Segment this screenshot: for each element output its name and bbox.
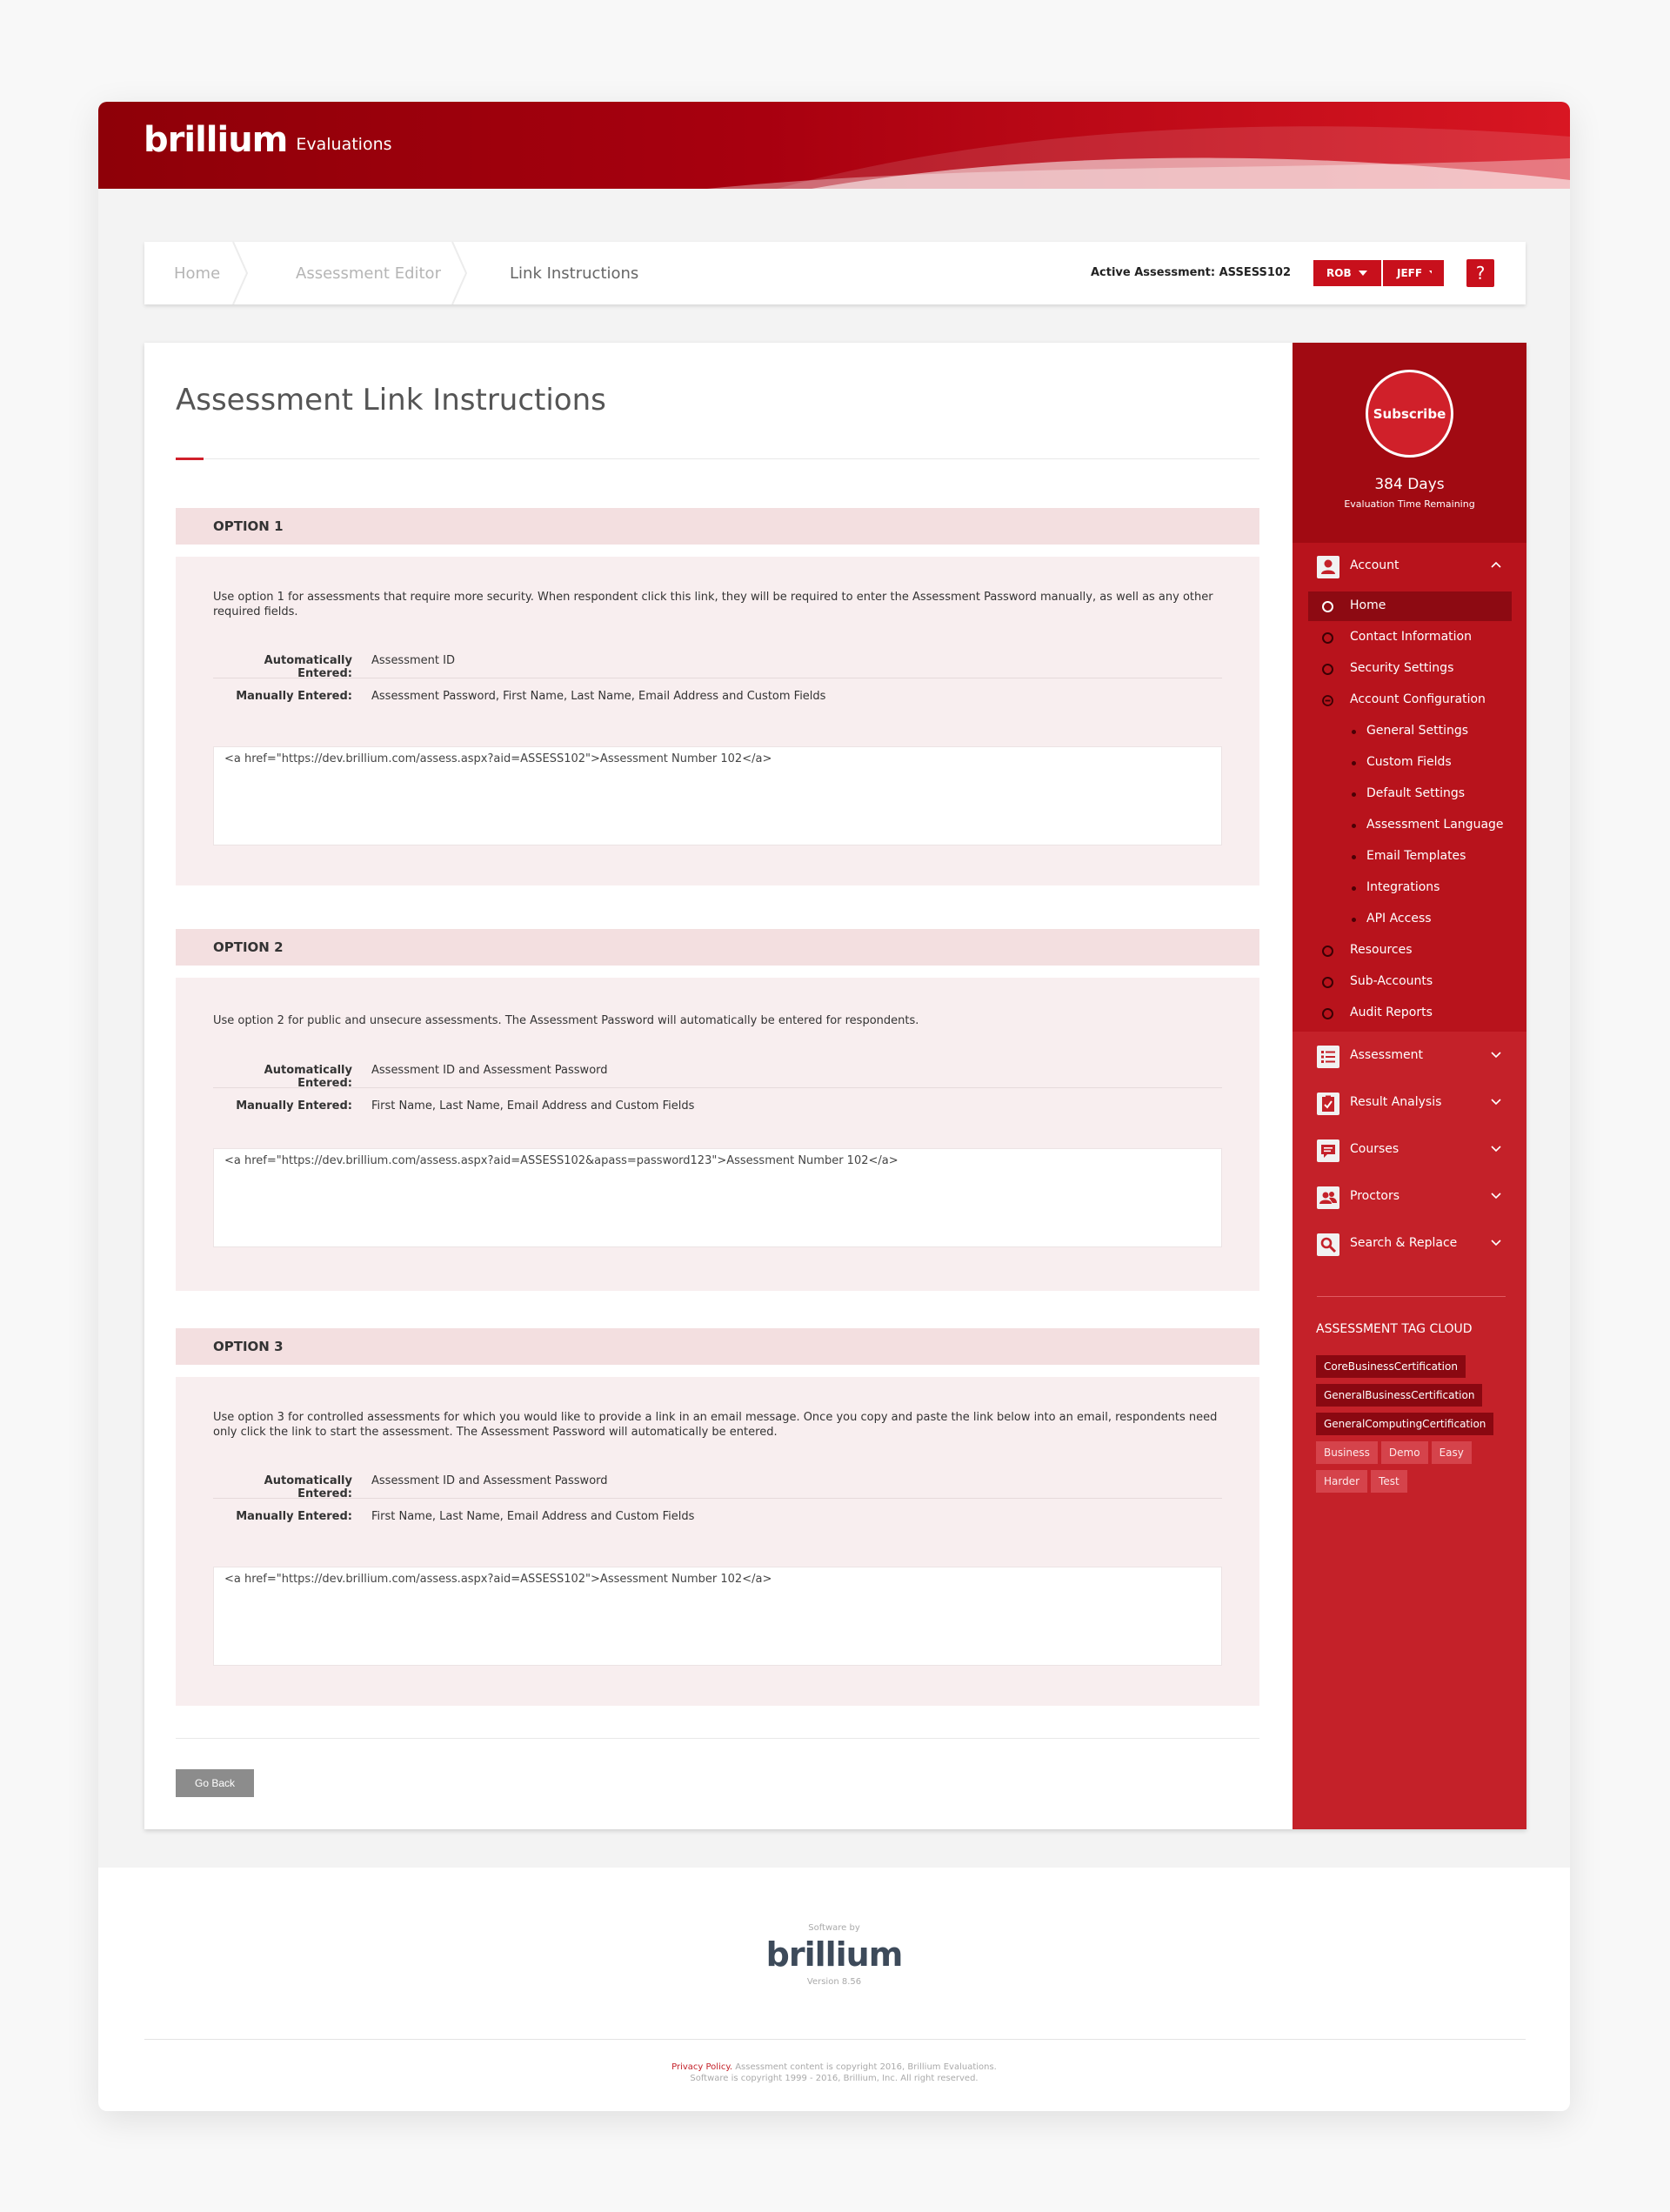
bullet-icon (1352, 824, 1356, 828)
content-area (144, 343, 1293, 1829)
bullet-icon (1352, 792, 1356, 797)
section-label: Proctors (1350, 1189, 1400, 1203)
auto-entered-label: Automatically Entered: (264, 654, 352, 680)
user-name: ROB (1326, 267, 1352, 279)
chevron-down-icon (1490, 1048, 1502, 1060)
tag-cloud-title: ASSESSMENT TAG CLOUD (1316, 1322, 1473, 1336)
collapse-circle-icon (1322, 695, 1333, 706)
nav-label: API Access (1366, 912, 1432, 926)
option-description: Use option 2 for public and unsecure assessments. The Assessment Password will automatically be entered for respondents. (213, 1014, 919, 1027)
sidebar-item-general-settings[interactable] (1308, 717, 1512, 746)
caret-down-icon (1359, 270, 1367, 277)
bullet-icon (1352, 761, 1356, 765)
auto-entered-value: Assessment ID (371, 654, 455, 667)
users-icon (1317, 1186, 1339, 1209)
tag-business[interactable]: Business (1316, 1441, 1378, 1464)
version-label: Version 8.56 (806, 1977, 862, 1987)
list-icon (1317, 1046, 1339, 1068)
app-frame (98, 102, 1570, 2111)
sidebar-item-email-templates[interactable] (1308, 842, 1512, 872)
sidebar-item-sub-accounts[interactable] (1308, 967, 1512, 997)
option-2-heading: OPTION 2 (176, 929, 1259, 966)
nav-label: Home (1350, 598, 1386, 612)
clipboard-check-icon (1317, 1093, 1339, 1115)
chevron-down-icon (1490, 1095, 1502, 1107)
user-dropdown-rob[interactable] (1313, 260, 1381, 286)
option-description: Use option 3 for controlled assessments for which you would like to provide a link in an email message. Once you copy and paste the link below into an email, respondents need only click the link to start the assessment. The Assessment Password will automatically be entered. (213, 1411, 1218, 1439)
divider (176, 1738, 1259, 1739)
radio-icon (1322, 632, 1333, 644)
section-label: Assessment (1350, 1048, 1423, 1062)
auto-entered-row (213, 644, 1222, 678)
subscription-panel (1293, 343, 1526, 543)
user-name: JEFF (1397, 267, 1423, 279)
sidebar-item-custom-fields[interactable] (1308, 748, 1512, 778)
chevron-down-icon (1490, 1189, 1502, 1201)
courses-section-toggle[interactable] (1293, 1126, 1526, 1173)
nav-label: Integrations (1366, 880, 1440, 894)
nav-label: Account Configuration (1350, 692, 1486, 706)
copyright-line-2: Software is copyright 1999 - 2016, Brillium, Inc. All right reserved. (690, 2074, 979, 2083)
radio-icon (1322, 977, 1333, 988)
section-label: Courses (1350, 1142, 1399, 1156)
radio-icon (1322, 601, 1333, 612)
assessment-section-toggle[interactable] (1293, 1032, 1526, 1079)
nav-label: Contact Information (1350, 630, 1472, 644)
option-1-panel (176, 557, 1259, 885)
manual-entered-label: Manually Entered: (236, 690, 352, 703)
tag-harder[interactable]: Harder (1316, 1470, 1367, 1493)
auto-entered-value: Assessment ID and Assessment Password (371, 1064, 608, 1077)
manual-entered-label: Manually Entered: (236, 1510, 352, 1523)
radio-icon (1322, 664, 1333, 675)
nav-label: Sub-Accounts (1350, 974, 1433, 988)
sidebar-item-security-settings[interactable] (1308, 654, 1512, 684)
nav-label: Audit Reports (1350, 1006, 1433, 1019)
top-header (98, 102, 1570, 189)
divider (176, 458, 1259, 459)
proctors-section-toggle[interactable] (1293, 1173, 1526, 1220)
sidebar-item-api-access[interactable] (1308, 905, 1512, 934)
link-code-textarea[interactable]: <a href="https://dev.brillium.com/assess.aspx?aid=ASSESS102">Assessment Number 102</a> (213, 746, 1222, 845)
manual-entered-value: First Name, Last Name, Email Address and Custom Fields (371, 1510, 695, 1523)
tag-demo[interactable]: Demo (1381, 1441, 1428, 1464)
help-button[interactable]: ? (1466, 259, 1494, 287)
account-section-toggle[interactable] (1293, 543, 1526, 590)
right-sidebar (1293, 343, 1526, 1829)
chevron-down-icon (1490, 1142, 1502, 1154)
subscribe-button[interactable]: Subscribe (1366, 370, 1453, 458)
footer (98, 1868, 1570, 2111)
nav-label: Custom Fields (1366, 755, 1452, 769)
bullet-icon (1352, 855, 1356, 859)
manual-entered-value: Assessment Password, First Name, Last Name, Email Address and Custom Fields (371, 690, 826, 703)
bullet-icon (1352, 918, 1356, 922)
section-label: Search & Replace (1350, 1236, 1458, 1250)
option-3-panel (176, 1377, 1259, 1706)
sidebar-item-home[interactable] (1308, 591, 1512, 621)
option-3-heading: OPTION 3 (176, 1328, 1259, 1365)
footer-brillium-logo[interactable]: brillium (765, 1935, 903, 1974)
brand[interactable] (144, 120, 392, 160)
days-remaining-caption: Evaluation Time Remaining (1344, 498, 1475, 510)
brillium-logo: brillium (144, 120, 288, 160)
option-1-heading: OPTION 1 (176, 508, 1259, 545)
auto-entered-value: Assessment ID and Assessment Password (371, 1474, 608, 1487)
days-remaining: 384 Days (1374, 476, 1445, 493)
result-analysis-section-toggle[interactable] (1293, 1079, 1526, 1126)
chat-icon (1317, 1139, 1339, 1162)
radio-icon (1322, 946, 1333, 957)
tag-core-business-certification[interactable]: CoreBusinessCertification (1316, 1355, 1466, 1378)
breadcrumb-label: Link Instructions (510, 264, 639, 283)
sidebar-item-audit-reports[interactable] (1308, 999, 1512, 1028)
page-title: Assessment Link Instructions (176, 383, 606, 418)
section-label: Account (1350, 558, 1399, 572)
radio-icon (1322, 1008, 1333, 1019)
nav-label: Resources (1350, 943, 1413, 957)
tag-easy[interactable]: Easy (1432, 1441, 1472, 1464)
sidebar-item-default-settings[interactable] (1308, 779, 1512, 809)
active-assessment-label: Active Assessment: ASSESS102 (1090, 266, 1291, 279)
tag-cloud (1316, 1355, 1516, 1499)
link-code-textarea[interactable]: <a href="https://dev.brillium.com/assess.aspx?aid=ASSESS102">Assessment Number 102</a> (213, 1567, 1222, 1666)
divider (1317, 1296, 1506, 1297)
tag-test[interactable]: Test (1371, 1470, 1407, 1493)
chevron-down-icon (1490, 1236, 1502, 1248)
manual-entered-label: Manually Entered: (236, 1099, 352, 1113)
option-description: Use option 1 for assessments that require more security. When respondent click this link, they will be required to enter the Assessment Password manually, as well as any other required fields. (213, 591, 1213, 618)
breadcrumb-bar (144, 242, 1526, 304)
chevron-up-icon (1490, 558, 1502, 571)
sidebar-item-contact-information[interactable] (1308, 623, 1512, 652)
link-code-textarea[interactable]: <a href="https://dev.brillium.com/assess.aspx?aid=ASSESS102&apass=password123">Assessment Number 102</a> (213, 1148, 1222, 1247)
sidebar-item-resources[interactable] (1308, 936, 1512, 966)
breadcrumb-label: Assessment Editor (296, 264, 441, 283)
chevron-right-icon (451, 242, 468, 304)
option-2-panel (176, 978, 1259, 1291)
manual-entered-row (213, 1089, 1222, 1124)
sidebar-item-assessment-language[interactable] (1308, 811, 1512, 840)
tag-general-business-certification[interactable]: GeneralBusinessCertification (1316, 1384, 1482, 1407)
main-card (144, 343, 1526, 1829)
bullet-icon (1352, 730, 1356, 734)
copyright-line-1 (98, 2062, 1570, 2072)
tag-general-computing-certification[interactable]: GeneralComputingCertification (1316, 1413, 1493, 1435)
nav-label: General Settings (1366, 724, 1469, 738)
software-by-label: Software by (808, 1923, 860, 1933)
section-label: Result Analysis (1350, 1095, 1442, 1109)
sidebar-item-integrations[interactable] (1308, 873, 1512, 903)
nav-label: Assessment Language (1366, 818, 1504, 832)
auto-entered-row (213, 1464, 1222, 1499)
chevron-right-icon (231, 242, 249, 304)
breadcrumb-link-instructions (468, 242, 685, 304)
breadcrumb-assessment-editor[interactable] (249, 242, 468, 304)
user-dropdown-jeff[interactable] (1383, 260, 1444, 286)
nav-label: Security Settings (1350, 661, 1454, 675)
sidebar-item-account-configuration[interactable] (1308, 685, 1512, 715)
search-replace-section-toggle[interactable] (1293, 1220, 1526, 1267)
user-switcher (1313, 260, 1444, 286)
search-icon (1317, 1233, 1339, 1256)
nav-label: Default Settings (1366, 786, 1466, 800)
bullet-icon (1352, 886, 1356, 891)
auto-entered-label: Automatically Entered: (264, 1064, 352, 1090)
caret-down-icon (1429, 270, 1432, 277)
go-back-button[interactable]: Go Back (176, 1769, 254, 1797)
nav-label: Email Templates (1366, 849, 1466, 863)
manual-entered-value: First Name, Last Name, Email Address and Custom Fields (371, 1099, 695, 1113)
manual-entered-row (213, 1500, 1222, 1534)
manual-entered-row (213, 679, 1222, 714)
breadcrumb-home[interactable] (144, 242, 249, 304)
breadcrumb-label: Home (174, 264, 221, 283)
title-accent (176, 458, 204, 460)
auto-entered-label: Automatically Entered: (264, 1474, 352, 1500)
copyright-text: Assessment content is copyright 2016, Brillium Evaluations. (732, 2062, 997, 2072)
user-icon (1317, 556, 1339, 578)
auto-entered-row (213, 1053, 1222, 1088)
divider (144, 2039, 1526, 2040)
privacy-policy-link[interactable]: Privacy Policy. (671, 2062, 733, 2072)
product-name: Evaluations (296, 135, 392, 154)
